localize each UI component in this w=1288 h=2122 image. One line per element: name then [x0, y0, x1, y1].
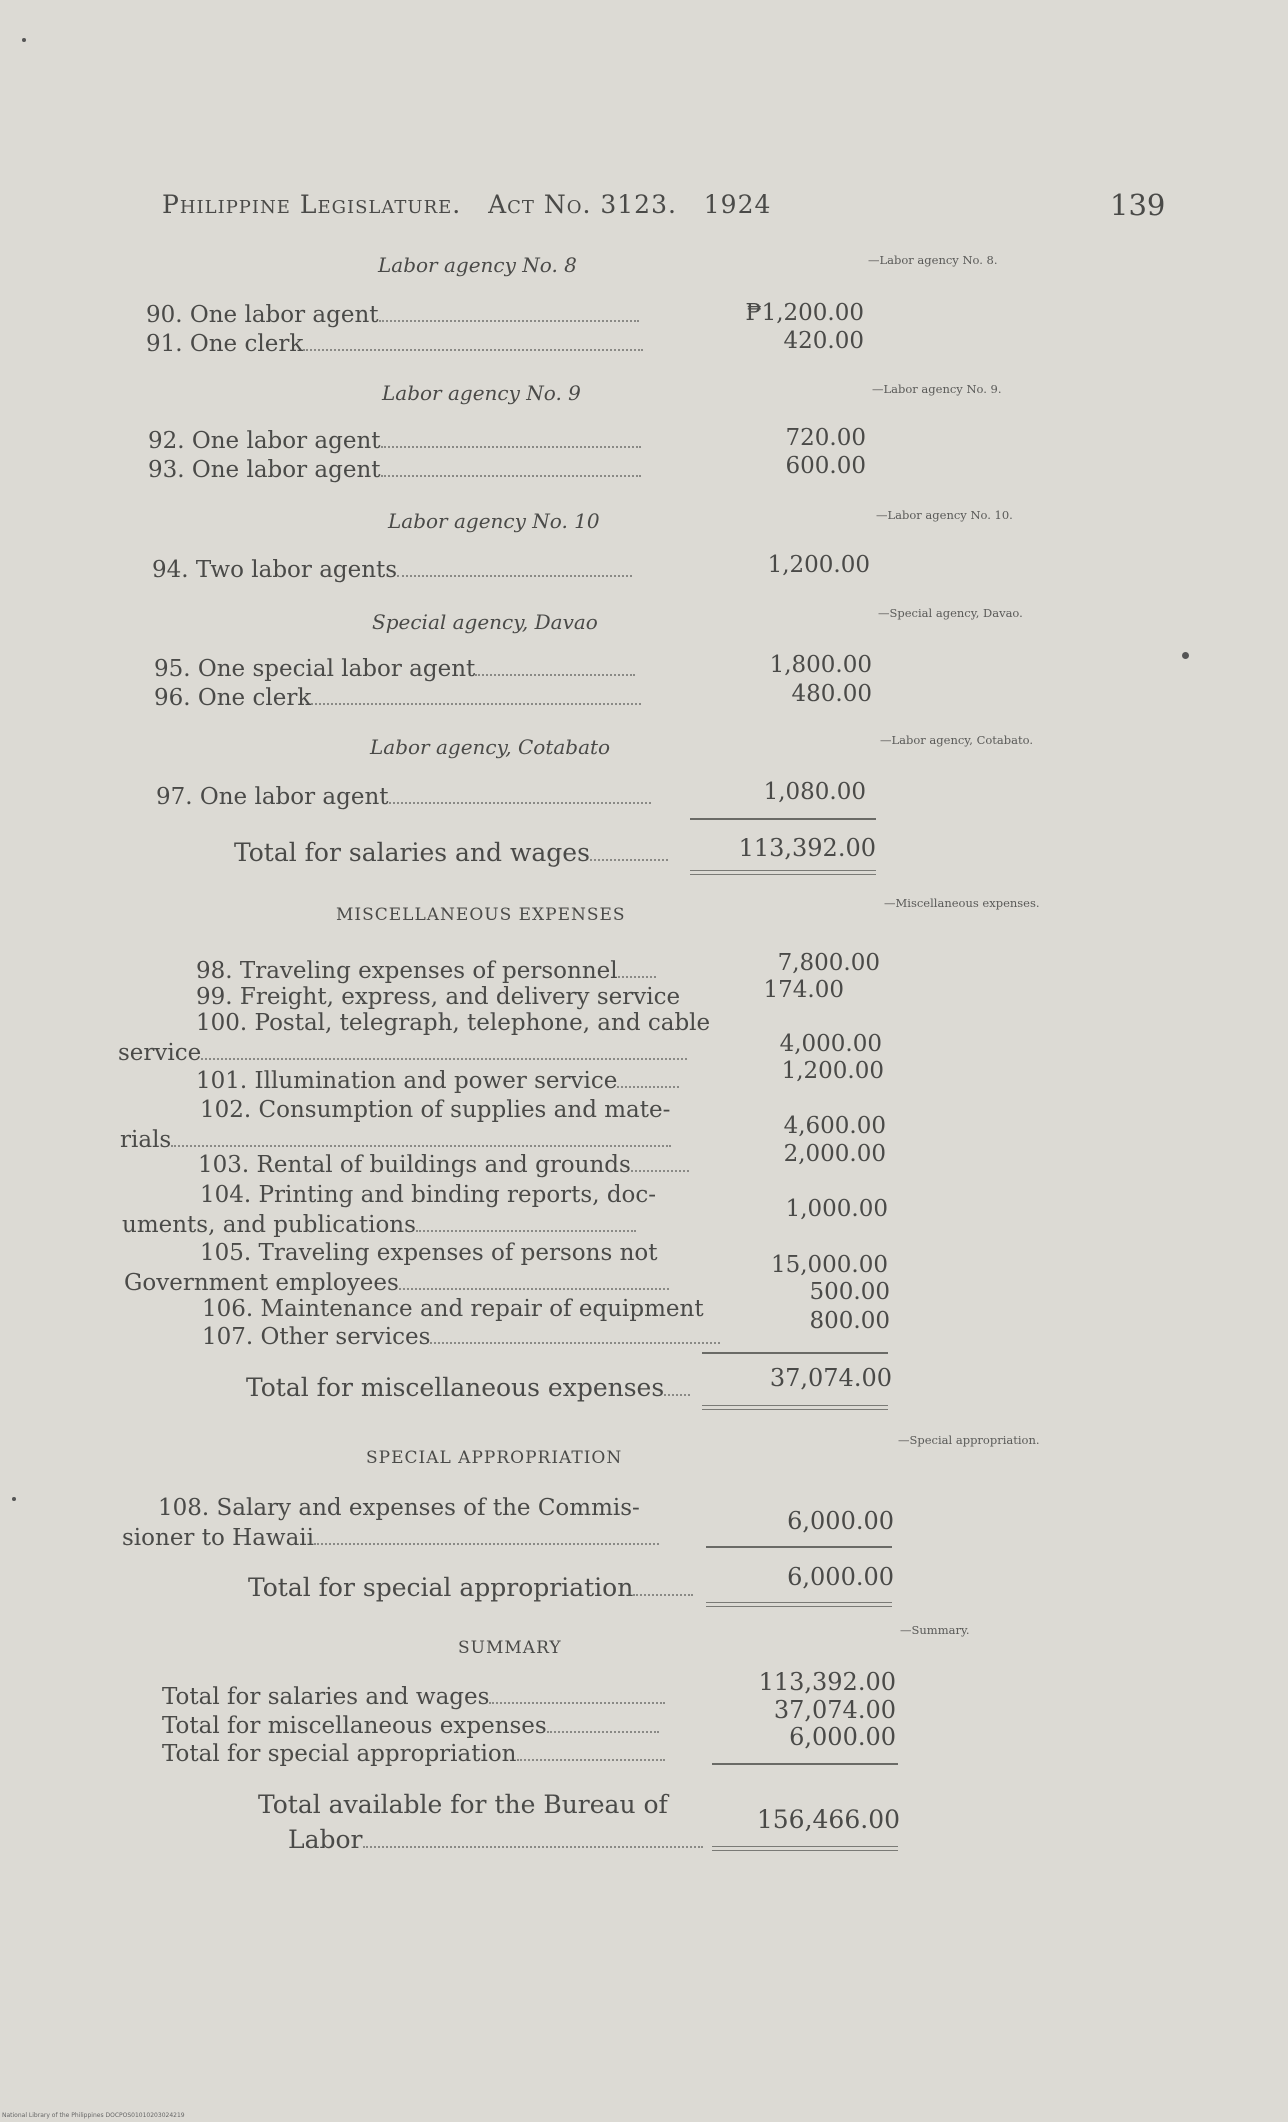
dot-leader [633, 1593, 693, 1596]
line-item-text: 91. One clerk [146, 331, 304, 357]
amount-91: 420.00 [783, 328, 864, 354]
sum-rule [712, 1763, 898, 1765]
margin-note-labor-agency-10: —Labor agency No. 10. [876, 508, 1013, 522]
amount-90: ₱1,200.00 [745, 300, 864, 326]
summary-item-miscellaneous [162, 1713, 659, 1739]
double-rule [712, 1846, 898, 1851]
line-item-text: 92. One labor agent [148, 428, 381, 454]
line-item-text: 95. One special labor agent [154, 656, 476, 682]
line-item-text: Government employees [124, 1270, 399, 1296]
section-heading-special-appropriation: SPECIAL APPROPRIATION [366, 1448, 623, 1468]
line-item-95 [154, 656, 635, 682]
summary-amount-miscellaneous: 37,074.00 [773, 1696, 896, 1724]
line-item-text: Total for salaries and wages [162, 1684, 490, 1710]
dot-leader [590, 858, 668, 861]
margin-note-summary: —Summary. [900, 1623, 970, 1637]
sum-rule [702, 1352, 888, 1354]
scan-speck [22, 38, 26, 42]
dot-leader [617, 1085, 679, 1088]
dot-leader [489, 1701, 665, 1704]
amount-97: 1,080.00 [763, 779, 866, 805]
double-rule [702, 1405, 888, 1410]
margin-note-special-agency-davao: —Special agency, Davao. [878, 606, 1023, 620]
amount-102: 4,600.00 [783, 1113, 886, 1139]
line-item-text: 103. Rental of buildings and grounds [198, 1152, 631, 1178]
amount-95: 1,800.00 [769, 652, 872, 678]
dot-leader [631, 1169, 689, 1172]
total-salaries-label: Total for salaries and wages [234, 838, 590, 867]
margin-note-special-appropriation: —Special appropriation. [898, 1433, 1040, 1447]
amount-107: 800.00 [809, 1308, 890, 1334]
line-item-text: 101. Illumination and power service [196, 1068, 618, 1094]
scan-speck [1182, 652, 1189, 659]
line-item-92 [148, 428, 641, 454]
line-item-94 [152, 557, 632, 583]
line-item-text: 97. One labor agent [156, 784, 389, 810]
line-item-102-continued [120, 1127, 671, 1153]
dot-leader [618, 975, 656, 978]
amount-94: 1,200.00 [767, 552, 870, 578]
line-item-100-continued [118, 1040, 687, 1066]
dot-leader [389, 801, 651, 804]
dot-leader [303, 348, 643, 351]
page-number: 139 [1110, 188, 1166, 222]
dot-leader [381, 474, 641, 477]
dot-leader [381, 445, 641, 448]
line-item-text: 107. Other services [202, 1324, 431, 1350]
scan-footer: National Library of the Philippines DOCPOS01010203024219 [2, 2112, 185, 2119]
margin-note-labor-agency-9: —Labor agency No. 9. [872, 382, 1002, 396]
section-heading-labor-agency-8: Labor agency No. 8 [378, 253, 577, 277]
total-misc-label: Total for miscellaneous expenses [246, 1373, 665, 1402]
section-heading-special-agency-davao: Special agency, Davao [372, 610, 598, 634]
dot-leader [416, 1229, 636, 1232]
amount-108: 6,000.00 [787, 1507, 894, 1535]
line-item-102: 102. Consumption of supplies and mate- [200, 1097, 671, 1123]
line-item-97 [156, 784, 651, 810]
margin-note-labor-agency-cotabato: —Labor agency, Cotabato. [880, 733, 1033, 747]
line-item-text: 98. Traveling expenses of personnel [196, 958, 618, 984]
line-item-107 [202, 1324, 720, 1350]
dot-leader [399, 1287, 669, 1290]
header-year: 1924 [703, 190, 772, 219]
amount-93: 600.00 [785, 453, 866, 479]
amount-92: 720.00 [785, 425, 866, 451]
scan-speck [12, 1497, 16, 1501]
margin-note-labor-agency-8: —Labor agency No. 8. [868, 253, 998, 267]
dot-leader [314, 1542, 659, 1545]
double-rule [706, 1602, 892, 1607]
dot-leader [547, 1730, 659, 1733]
line-item-text: 93. One labor agent [148, 457, 381, 483]
line-item-108-continued [122, 1525, 659, 1551]
dot-leader [311, 702, 641, 705]
line-item-text: service [118, 1040, 202, 1066]
grand-total-amount: 156,466.00 [756, 1805, 900, 1834]
line-item-99: 99. Freight, express, and delivery service [196, 984, 681, 1010]
grand-total-line-continued [288, 1825, 703, 1854]
line-item-text: 90. One labor agent [146, 302, 379, 328]
grand-total-label: Labor [288, 1825, 363, 1854]
line-item-text: Total for special appropriation [162, 1741, 517, 1767]
section-heading-labor-agency-9: Labor agency No. 9 [382, 381, 581, 405]
line-item-104-continued [122, 1212, 636, 1238]
dot-leader [171, 1144, 671, 1147]
line-item-text: uments, and publications [122, 1212, 416, 1238]
dot-leader [475, 673, 635, 676]
section-heading-miscellaneous: MISCELLANEOUS EXPENSES [336, 905, 626, 925]
line-item-105-continued [124, 1270, 669, 1296]
line-item-98 [196, 958, 656, 984]
total-special-label: Total for special appropriation [248, 1573, 634, 1602]
line-item-104: 104. Printing and binding reports, doc- [200, 1182, 657, 1208]
sum-rule [706, 1546, 892, 1548]
summary-item-special [162, 1741, 665, 1767]
line-item-91 [146, 331, 643, 357]
line-item-96 [154, 685, 641, 711]
sum-rule [690, 818, 876, 820]
margin-note-miscellaneous: —Miscellaneous expenses. [884, 896, 1040, 910]
total-salaries-line [234, 838, 668, 867]
line-item-text: 96. One clerk [154, 685, 312, 711]
header-title: Philippine Legislature. [162, 190, 462, 219]
line-item-101 [196, 1068, 679, 1094]
total-misc-line [246, 1373, 690, 1402]
total-special-amount: 6,000.00 [787, 1563, 894, 1591]
amount-104: 1,000.00 [785, 1196, 888, 1222]
line-item-text: 94. Two labor agents [152, 557, 398, 583]
amount-98: 7,800.00 [777, 950, 880, 976]
amount-96: 480.00 [791, 681, 872, 707]
dot-leader [363, 1845, 703, 1848]
summary-amount-special: 6,000.00 [789, 1723, 896, 1751]
summary-item-salaries [162, 1684, 665, 1710]
dot-leader [664, 1393, 690, 1396]
header-act: Act No. 3123. [488, 190, 677, 219]
line-item-text: rials [120, 1127, 172, 1153]
amount-105: 15,000.00 [770, 1252, 888, 1278]
dot-leader [517, 1758, 665, 1761]
total-salaries-amount: 113,392.00 [738, 834, 876, 862]
line-item-105: 105. Traveling expenses of persons not [200, 1240, 658, 1266]
amount-100: 4,000.00 [779, 1031, 882, 1057]
double-rule [690, 870, 876, 875]
amount-99: 174.00 [763, 977, 844, 1003]
line-item-103 [198, 1152, 689, 1178]
amount-106: 500.00 [809, 1279, 890, 1305]
line-item-text: Total for miscellaneous expenses [162, 1713, 547, 1739]
line-item-text: sioner to Hawaii [122, 1525, 315, 1551]
dot-leader [201, 1057, 687, 1060]
section-heading-labor-agency-cotabato: Labor agency, Cotabato [370, 735, 611, 759]
summary-amount-salaries: 113,392.00 [758, 1668, 896, 1696]
amount-103: 2,000.00 [783, 1141, 886, 1167]
dot-leader [430, 1341, 720, 1344]
dot-leader [397, 574, 632, 577]
section-heading-summary: SUMMARY [458, 1638, 562, 1658]
section-heading-labor-agency-10: Labor agency No. 10 [388, 509, 600, 533]
dot-leader [379, 319, 639, 322]
grand-total-line: Total available for the Bureau of [258, 1790, 668, 1819]
line-item-93 [148, 457, 641, 483]
total-special-line [248, 1573, 693, 1602]
line-item-108: 108. Salary and expenses of the Commis- [158, 1495, 640, 1521]
line-item-100: 100. Postal, telegraph, telephone, and cable [196, 1010, 711, 1036]
line-item-90 [146, 302, 639, 328]
line-item-106: 106. Maintenance and repair of equipment [202, 1296, 704, 1322]
amount-101: 1,200.00 [781, 1058, 884, 1084]
running-header [162, 190, 771, 219]
total-misc-amount: 37,074.00 [769, 1364, 892, 1392]
